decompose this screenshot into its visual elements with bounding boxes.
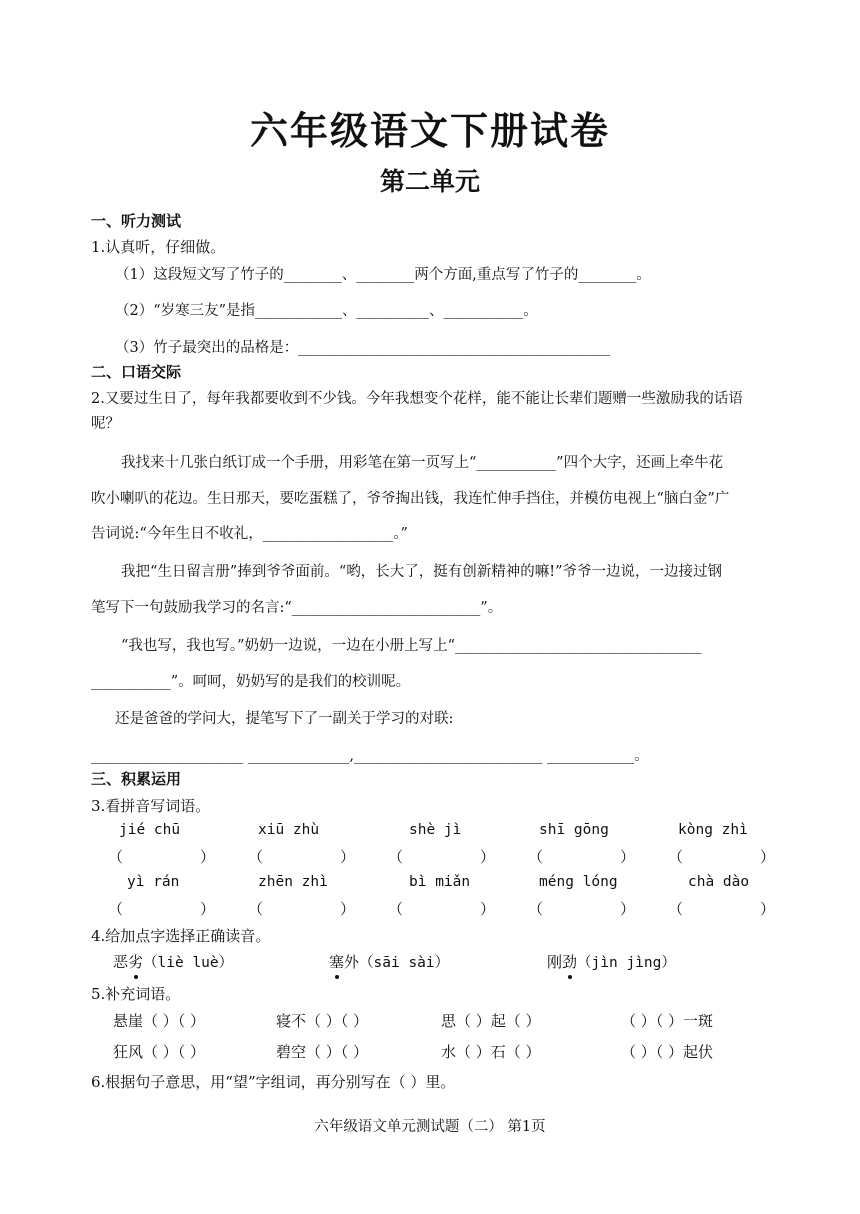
- passage-line-4: 我把“生日留言册”捧到爷爷面前。“哟，长大了，挺有创新精神的嘛!”爷爷一边说，一边接过钢: [121, 564, 722, 580]
- pronunciation-options: （liè luè）: [143, 955, 234, 971]
- answer-paren-open: （: [668, 848, 684, 866]
- pinyin-item: xiū zhù: [258, 822, 320, 838]
- page-subtitle: 第二单元: [379, 167, 480, 196]
- idiom-fill-item: 水（ ）石（ ）: [441, 1043, 541, 1061]
- answer-paren-open: （: [248, 900, 264, 918]
- page-title: 六年级语文下册试卷: [249, 108, 610, 153]
- idiom-fill-item: 寝不（ ）（ ）: [276, 1012, 369, 1030]
- question-5-stem: 5.补充词语。: [91, 985, 181, 1003]
- section-heading-oral: 二、口语交际: [91, 363, 182, 381]
- idiom-fill-item: 碧空（ ）（ ）: [276, 1043, 369, 1061]
- idiom-fill-item: 狂风（ ）（ ）: [113, 1043, 206, 1061]
- pinyin-item: shè jì: [409, 822, 462, 838]
- answer-paren-open: （: [388, 848, 404, 866]
- answer-paren-open: （: [108, 848, 124, 866]
- passage-line-3: 告词说:“今年生日不收礼，__________________。”: [91, 526, 408, 542]
- question-4-stem: 4.给加点字选择正确读音。: [91, 927, 271, 945]
- question-6-stem: 6.根据句子意思，用“望”字组词，再分别写在（ ）里。: [91, 1073, 456, 1091]
- answer-paren-close: ）: [480, 900, 496, 918]
- dotted-character: 塞: [329, 953, 345, 971]
- answer-paren-open: （: [388, 900, 404, 918]
- answer-paren-close: ）: [480, 848, 496, 866]
- question-3-stem: 3.看拼音写词语。: [91, 797, 211, 815]
- answer-paren-close: ）: [760, 900, 776, 918]
- question-1-part-3: （3）竹子最突出的品格是：___________________________________________: [115, 340, 610, 356]
- passage-line-5: 笔写下一句鼓励我学习的名言:“__________________________”。: [91, 600, 503, 616]
- pinyin-item: yì rán: [127, 874, 180, 890]
- pronunciation-options: （jìn jìng）: [577, 955, 676, 971]
- passage-line-2: 吹小喇叭的花边。生日那天，要吃蛋糕了，爷爷掏出钱，我连忙伸手挡住，并模仿电视上“脑白金”广: [91, 491, 730, 507]
- idiom-fill-item: 思（ ）起（ ）: [441, 1012, 541, 1030]
- answer-paren-open: （: [248, 848, 264, 866]
- question-1-part-1: （1）这段短文写了竹子的________、________两个方面,重点写了竹子的________。: [115, 267, 651, 283]
- question-1-stem: 1.认真听，仔细做。: [91, 238, 226, 256]
- section-heading-listening: 一、听力测试: [91, 212, 182, 230]
- passage-line-8: 还是爸爸的学问大，提笔写下了一副关于学习的对联:: [115, 711, 454, 727]
- question-1-part-2: （2）“岁寒三友”是指____________、__________、___________。: [115, 303, 538, 319]
- answer-paren-open: （: [668, 900, 684, 918]
- passage-line-6: “我也写，我也写。”奶奶一边说，一边在小册上写上“__________________________________: [121, 638, 702, 654]
- couplet-answer-lines: _____________________ ______________,__________________________ ____________。: [91, 748, 649, 764]
- answer-paren-close: ）: [340, 900, 356, 918]
- passage-line-1: 我找来十几张白纸订成一个手册，用彩笔在第一页写上“___________”四个大字，还画上牵牛花: [121, 455, 724, 471]
- answer-paren-close: ）: [760, 848, 776, 866]
- pinyin-item: chà dào: [688, 874, 750, 890]
- page-footer: 六年级语文单元测试题（二） 第1页: [314, 1119, 546, 1135]
- answer-paren-close: ）: [620, 900, 636, 918]
- idiom-fill-item: （ ）（ ）一斑: [621, 1012, 714, 1030]
- question-2-line-2: 呢？: [91, 416, 120, 432]
- question-2-line-1: 2.又要过生日了，每年我都要收到不少钱。今年我想变个花样，能不能让长辈们题赠一些激励我的话语: [91, 391, 743, 407]
- pronunciation-item-3: 刚劲（jìn jìng）: [547, 953, 676, 971]
- answer-paren-open: （: [108, 900, 124, 918]
- pinyin-item: shī gōng: [539, 822, 609, 838]
- section-heading-accumulation: 三、积累运用: [91, 770, 182, 788]
- answer-paren-close: ）: [200, 848, 216, 866]
- idiom-fill-item: （ ）（ ）起伏: [621, 1043, 714, 1061]
- answer-paren-open: （: [528, 900, 544, 918]
- answer-paren-close: ）: [620, 848, 636, 866]
- answer-paren-close: ）: [200, 900, 216, 918]
- dotted-character: 劣: [128, 953, 144, 971]
- pinyin-item: méng lóng: [539, 874, 618, 890]
- pinyin-item: zhēn zhì: [258, 874, 328, 890]
- idiom-fill-item: 悬崖（ ）（ ）: [113, 1012, 206, 1030]
- pinyin-item: kòng zhì: [678, 822, 748, 838]
- answer-paren-close: ）: [340, 848, 356, 866]
- pinyin-item: jié chū: [119, 822, 181, 838]
- pinyin-item: bì miǎn: [409, 874, 471, 890]
- answer-paren-open: （: [528, 848, 544, 866]
- passage-line-7: ___________”。呵呵，奶奶写的是我们的校训呢。: [91, 674, 411, 690]
- pronunciation-item-1: 恶劣（liè luè）: [113, 953, 234, 971]
- dotted-character: 劲: [562, 953, 578, 971]
- pronunciation-options: （sāi sài）: [359, 955, 450, 971]
- pronunciation-item-2: 塞外（sāi sài）: [329, 953, 450, 971]
